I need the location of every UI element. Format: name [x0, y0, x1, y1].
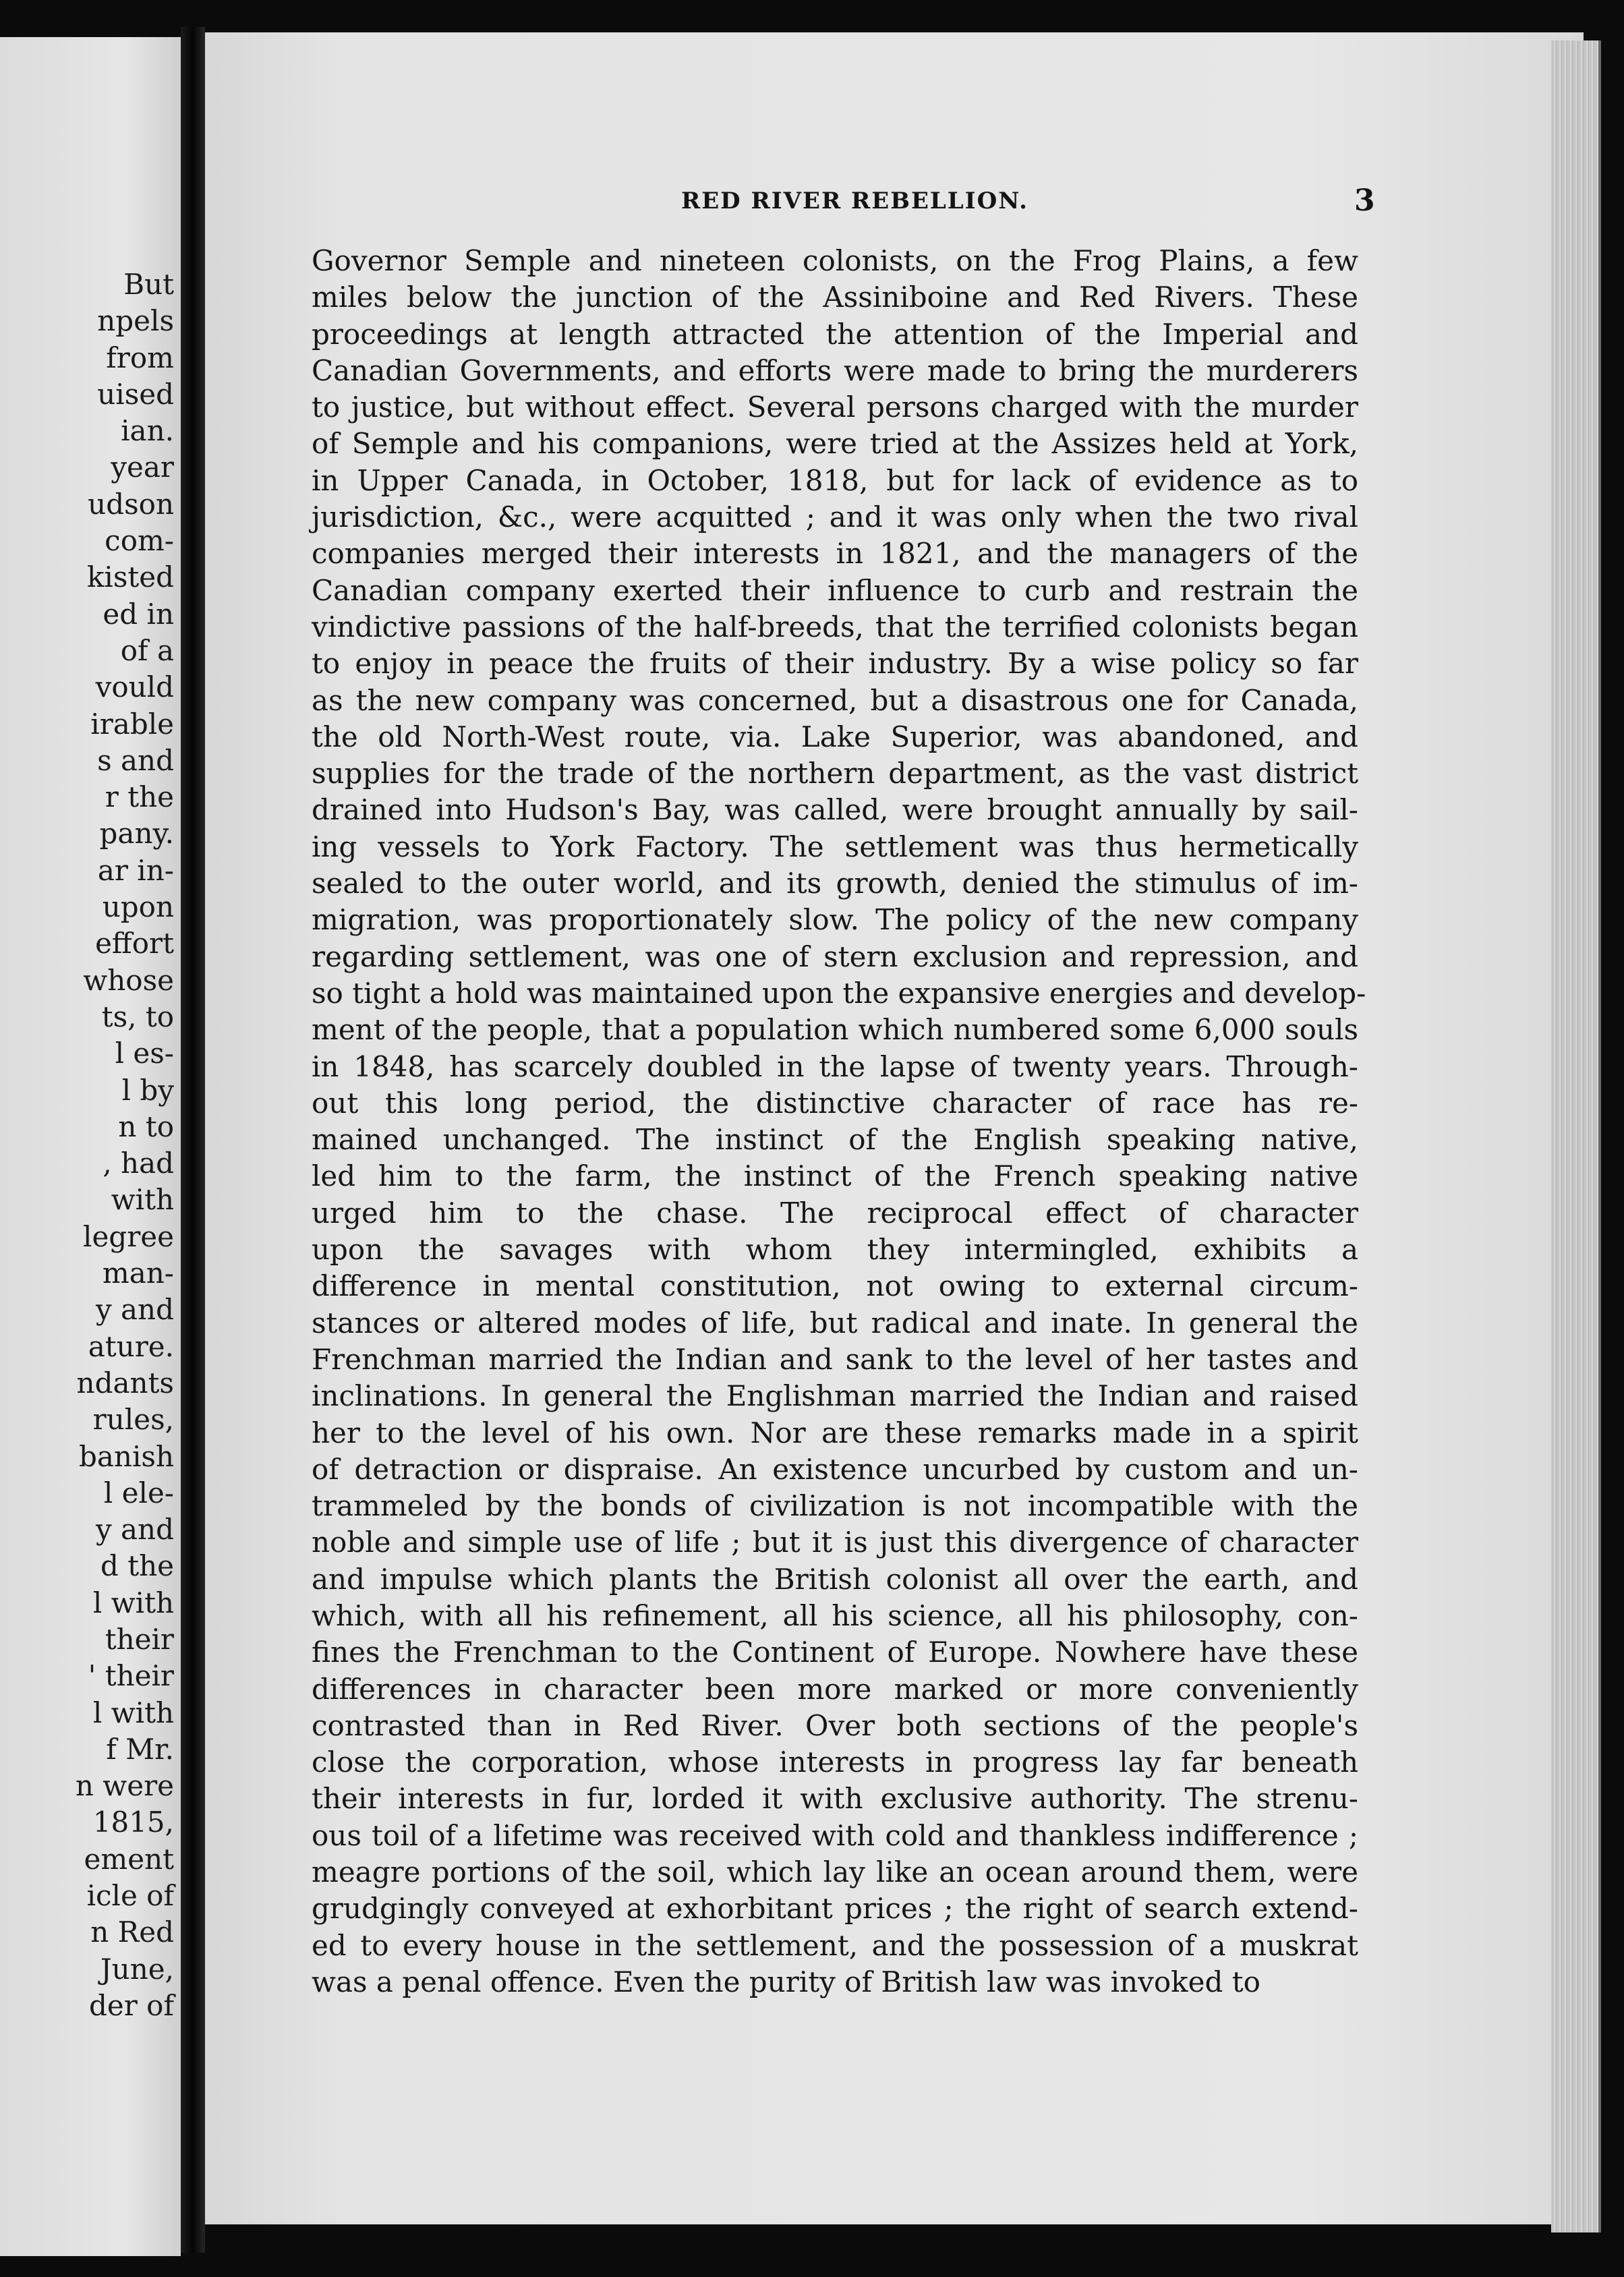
previous-page-line: l by: [121, 1073, 174, 1107]
previous-page-line: r the: [105, 780, 174, 814]
previous-page-line: vould: [95, 670, 174, 704]
previous-page-line: l ele-: [103, 1476, 174, 1509]
page-number: 3: [1354, 183, 1375, 218]
body-line: to enjoy in peace the fruits of their industry. By a wise policy so far: [312, 647, 1358, 681]
body-line: jurisdiction, &c., were acquitted ; and it was only when the two rival: [312, 500, 1358, 534]
previous-page-line: ian.: [121, 414, 174, 448]
previous-page-line: n to: [118, 1109, 174, 1143]
body-line: inclinations. In general the Englishman married the Indian and raised: [312, 1379, 1358, 1413]
previous-page-line: , had: [103, 1147, 174, 1180]
previous-page-line: from: [106, 341, 174, 374]
body-line: drained into Hudson's Bay, was called, were brought annually by sail-: [312, 793, 1358, 827]
previous-page-line: kisted: [86, 560, 174, 594]
body-line: upon the savages with whom they intermingled, exhibits a: [312, 1233, 1358, 1267]
previous-page-line: whose: [83, 963, 174, 997]
body-line: vindictive passions of the half-breeds, that the terrified colonists began: [312, 610, 1358, 643]
running-head: RED RIVER REBELLION.: [681, 188, 1028, 214]
previous-page-line: June,: [100, 1952, 174, 1986]
previous-page-line: year: [111, 451, 174, 484]
previous-page-line: npels: [97, 304, 174, 338]
previous-page-line: But: [123, 268, 174, 301]
previous-page-line: of a: [120, 633, 174, 667]
body-line: mained unchanged. The instinct of the English speaking native,: [312, 1123, 1358, 1157]
previous-page-line: udson: [88, 487, 174, 521]
body-line: of Semple and his companions, were tried at the Assizes held at York,: [312, 427, 1358, 461]
body-line: urged him to the chase. The reciprocal effect of character: [312, 1196, 1358, 1230]
previous-page-line: effort: [95, 927, 174, 960]
body-line: their interests in fur, lorded it with exclusive authority. The strenu-: [312, 1782, 1358, 1816]
body-line: stances or altered modes of life, but radical and inate. In general the: [312, 1306, 1358, 1339]
previous-page-line: irable: [90, 707, 174, 741]
previous-page-line: with: [111, 1183, 174, 1217]
body-line: ous toil of a lifetime was received with cold and thankless indifference ;: [312, 1818, 1358, 1852]
body-line: was a penal offence. Even the purity of British law was invoked to: [312, 1965, 1260, 1998]
previous-page-line: ature.: [88, 1329, 174, 1363]
body-line: led him to the farm, the instinct of the French speaking native: [312, 1159, 1358, 1193]
body-line: Canadian Governments, and efforts were made to bring the murderers: [312, 353, 1358, 387]
previous-page-line: l with: [92, 1586, 174, 1619]
page-edges: [1551, 40, 1601, 2232]
previous-page-line: man-: [102, 1257, 174, 1290]
body-line: differences in character been more marked or more conveniently: [312, 1672, 1358, 1706]
previous-page-line: upon: [102, 890, 174, 924]
previous-page-line: f Mr.: [106, 1732, 174, 1766]
body-line: which, with all his refinement, all his science, all his philosophy, con-: [312, 1598, 1358, 1632]
body-line: so tight a hold was maintained upon the expansive energies and develop-: [312, 976, 1366, 1010]
previous-page-line: com-: [105, 524, 174, 558]
body-line: close the corporation, whose interests in progress lay far beneath: [312, 1746, 1358, 1779]
previous-page-line: ar in-: [97, 853, 174, 887]
previous-page-line: der of: [89, 1988, 174, 2022]
previous-page-line: ndants: [76, 1366, 174, 1400]
previous-page-text: [5, 266, 174, 2024]
body-line: and impulse which plants the British colonist all over the earth, and: [312, 1562, 1358, 1596]
body-line: Frenchman married the Indian and sank to the level of her tastes and: [312, 1342, 1358, 1376]
body-line: Canadian company exerted their influence to curb and restrain the: [312, 573, 1358, 607]
previous-page-line: legree: [83, 1219, 174, 1253]
body-line: as the new company was concerned, but a disastrous one for Canada,: [312, 683, 1358, 717]
body-line: migration, was proportionately slow. The policy of the new company: [312, 903, 1358, 937]
body-line: miles below the junction of the Assiniboine and Red Rivers. These: [312, 281, 1358, 314]
body-line: companies merged their interests in 1821, and the managers of the: [312, 537, 1358, 571]
body-line: sealed to the outer world, and its growth, denied the stimulus of im-: [312, 867, 1358, 900]
body-line: ed to every house in the settlement, and the possession of a muskrat: [312, 1928, 1358, 1962]
body-line: regarding settlement, was one of stern exclusion and repression, and: [312, 940, 1358, 973]
body-line: meagre portions of the soil, which lay like an ocean around them, were: [312, 1855, 1358, 1889]
body-line: to justice, but without effect. Several persons charged with the murder: [312, 391, 1358, 424]
body-line: of detraction or dispraise. An existence uncurbed by custom and un-: [312, 1452, 1358, 1486]
previous-page-line: s and: [97, 743, 174, 777]
body-line: supplies for the trade of the northern department, as the vast district: [312, 757, 1358, 790]
previous-page-line: l es-: [115, 1037, 174, 1070]
previous-page-line: l with: [92, 1696, 174, 1729]
body-line: difference in mental constitution, not owing to external circum-: [312, 1269, 1358, 1303]
previous-page-line: ts, to: [101, 1000, 174, 1033]
previous-page-line: n were: [75, 1769, 174, 1803]
previous-page-line: 1815,: [92, 1806, 174, 1839]
body-line: Governor Semple and nineteen colonists, on the Frog Plains, a few: [312, 244, 1358, 277]
body-line: out this long period, the distinctive character of race has re-: [312, 1086, 1358, 1120]
previous-page-line: n Red: [90, 1915, 174, 1949]
previous-page-line: pany.: [99, 817, 174, 851]
previous-page-line: ' their: [88, 1659, 174, 1693]
body-line: noble and simple use of life ; but it is just this divergence of character: [312, 1526, 1358, 1559]
previous-page-line: uised: [97, 377, 174, 411]
body-text: [312, 243, 1366, 2000]
body-line: contrasted than in Red River. Over both sections of the people's: [312, 1708, 1358, 1742]
previous-page-line: y and: [95, 1513, 174, 1547]
body-line: grudgingly conveyed at exhorbitant prices ; the right of search extend-: [312, 1892, 1358, 1926]
body-line: ment of the people, that a population which numbered some 6,000 souls: [312, 1013, 1358, 1047]
body-line: her to the level of his own. Nor are these remarks made in a spirit: [312, 1416, 1358, 1449]
book-gutter: [181, 27, 205, 2253]
previous-page-line: d the: [100, 1549, 174, 1583]
body-line: in 1848, has scarcely doubled in the lapse of twenty years. Through-: [312, 1049, 1358, 1083]
body-line: proceedings at length attracted the attention of the Imperial and: [312, 317, 1358, 351]
body-line: the old North-West route, via. Lake Superior, was abandoned, and: [312, 720, 1358, 753]
body-line: in Upper Canada, in October, 1818, but for lack of evidence as to: [312, 463, 1358, 497]
previous-page-line: ement: [84, 1842, 174, 1876]
previous-page-line: their: [105, 1622, 174, 1656]
body-line: fines the Frenchman to the Continent of Europe. Nowhere have these: [312, 1636, 1358, 1669]
body-line: ing vessels to York Factory. The settlement was thus hermetically: [312, 830, 1358, 863]
previous-page-line: rules,: [92, 1403, 174, 1437]
previous-page-line: banish: [78, 1439, 174, 1473]
previous-page-line: y and: [95, 1293, 174, 1327]
previous-page-line: ed in: [103, 597, 174, 631]
body-line: trammeled by the bonds of civilization is not incompatible with the: [312, 1489, 1358, 1523]
previous-page-line: icle of: [86, 1879, 174, 1913]
previous-page-strip: [0, 37, 181, 2256]
